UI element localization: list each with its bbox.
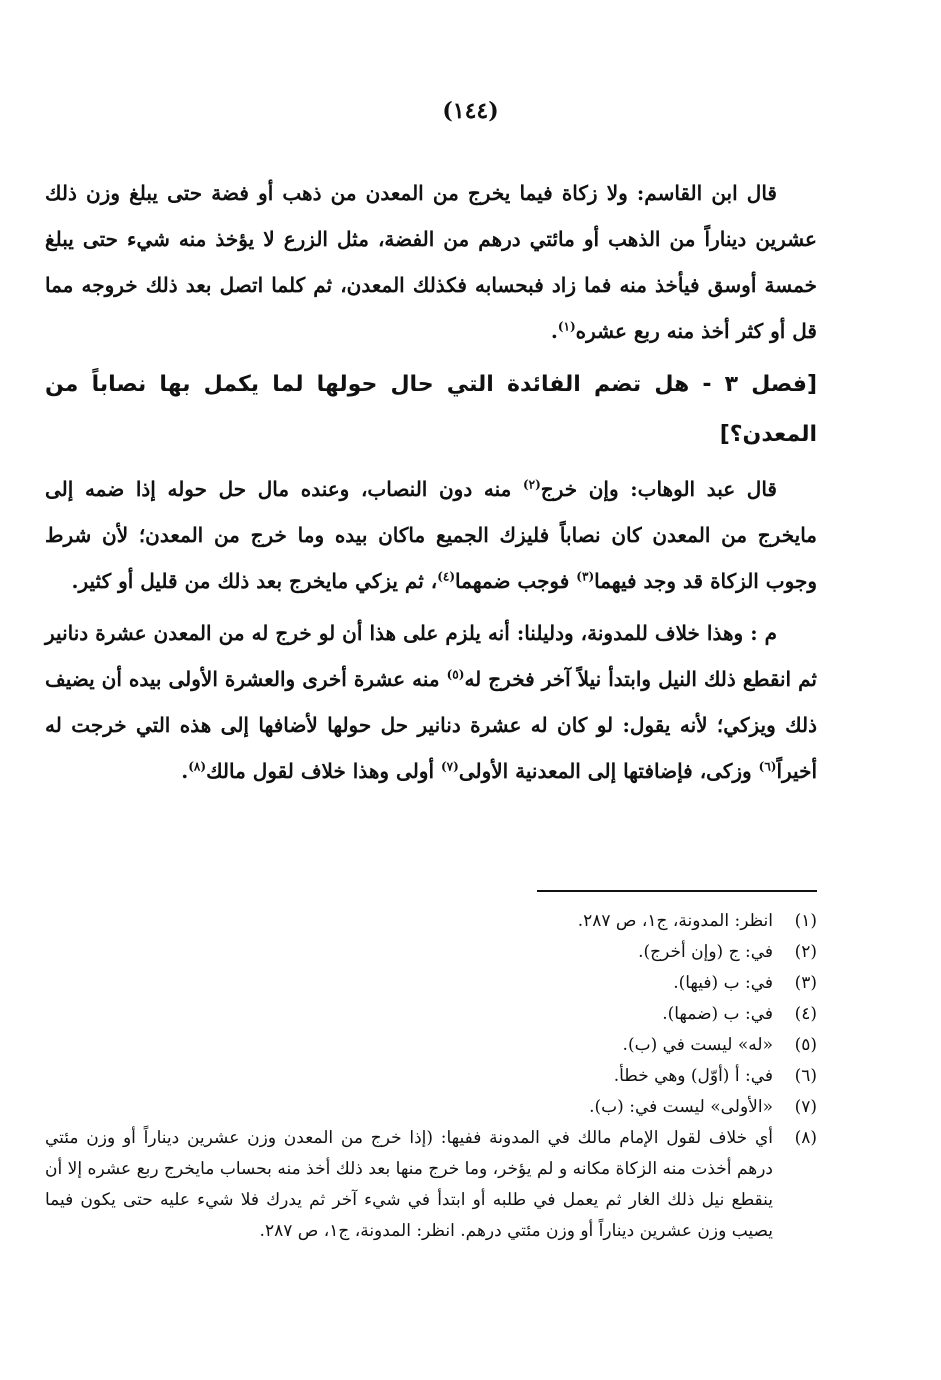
paragraph-text: وزكى، فإضافتها إلى المعدنية الأولى xyxy=(458,759,759,783)
main-text xyxy=(45,170,817,800)
footnote-text: في: ج (وإن أخرج). xyxy=(638,942,773,962)
footnote xyxy=(45,906,817,937)
footnote-ref: (٨) xyxy=(188,759,207,774)
footnote xyxy=(45,999,817,1030)
paragraph-abd-al-wahhab xyxy=(45,466,817,604)
footnote-ref: (٢) xyxy=(522,477,541,492)
paragraph-text: م : وهذا خلاف للمدونة، ودليلنا: أنه يلزم على هذا أن لو خرج له من المعدن عشرة دنانير ثم انقطع ذلك النيل وابتدأ نيلاً آخر فخرج له xyxy=(45,621,817,691)
footnotes xyxy=(45,906,817,1247)
paragraph-commentary xyxy=(45,610,817,794)
paragraph-text: قال ابن القاسم: ولا زكاة فيما يخرج من المعدن من ذهب أو فضة حتى يبلغ وزن ذلك عشرين ديناراً من الذهب أو مائتي درهم من الفضة، مثل الزرع لا يؤخذ منه شيء حتى يبلغ خمسة أوسق فيأخذ منه فما زاد فبحسابه فكذلك المعدن، ثم كلما اتصل بعد ذلك خروجه مما قل أو كثر أخذ منه ربع عشره xyxy=(45,181,817,343)
footnote-number: (٢) xyxy=(794,942,817,962)
footnote-number: (٦) xyxy=(794,1066,817,1086)
footnote-ref: (٦) xyxy=(758,759,777,774)
footnote-divider xyxy=(537,890,817,892)
paragraph-end: . xyxy=(181,759,189,783)
footnote xyxy=(45,1061,817,1092)
footnote xyxy=(45,937,817,968)
paragraph-text: منه دون النصاب، وعنده مال حل حوله إذا ضمه إلى مايخرج من المعدن كان نصاباً فليزك الجميع ماكان بيده وما خرج من المعدن؛ لأن شرط وجوب الزكاة قد وجد فيهما xyxy=(45,477,817,593)
footnote-text: في: ب (ضمها). xyxy=(662,1004,773,1024)
footnote xyxy=(45,1092,817,1123)
footnote-text: انظر: المدونة، ج١، ص ٢٨٧. xyxy=(577,911,773,931)
footnote-number: (٧) xyxy=(794,1097,817,1117)
footnote xyxy=(45,1123,817,1247)
footnote-number: (١) xyxy=(794,911,817,931)
paragraph-text: فوجب ضمهما xyxy=(455,569,577,593)
footnote-text: في: ب (فيها). xyxy=(673,973,773,993)
footnote-ref: (٤) xyxy=(437,569,456,584)
footnote-number: (٨) xyxy=(794,1128,817,1148)
footnote-ref: (٥) xyxy=(446,667,465,682)
paragraph-text: منه عشرة أخرى والعشرة الأولى بيده أن يضيف ذلك ويزكي؛ لأنه يقول: لو كان له عشرة دنانير حل حولها لأضافها إلى هذه التي خرجت له أخيراً xyxy=(45,667,817,783)
paragraph-text: قال عبد الوهاب: وإن خرج xyxy=(540,477,777,501)
footnote-number: (٥) xyxy=(794,1035,817,1055)
paragraph-text: ، ثم يزكي مايخرج بعد ذلك من قليل أو كثير. xyxy=(71,569,438,593)
paragraph-ibn-al-qasim xyxy=(45,170,817,354)
footnote-ref: (١) xyxy=(557,319,576,334)
footnote-text: «له» ليست في (ب). xyxy=(622,1035,773,1055)
page-number: (١٤٤) xyxy=(442,98,499,124)
paragraph-text: أولى وهذا خلاف لقول مالك xyxy=(206,759,441,783)
footnote-text: في: أ (أوّل) وهي خطأ. xyxy=(613,1066,773,1086)
footnote-text: أي خلاف لقول الإمام مالك في المدونة ففيها: (إذا خرج من المعدن وزن عشرين ديناراً أو وزن مئتي درهم أخذت منه الزكاة مكانه و لم يؤخر، وما خرج منها بعد ذلك أخذ منه بحساب مايخرج ربع عشره إلا أن ينقطع نيل ذلك الغار ثم يعمل في طلبه أو ابتدأ في شيء آخر ثم يدرك فلا شيء عليه حتى يكون فيما يصيب وزن عشرين ديناراً أو وزن مئتي درهم. انظر: المدونة، ج١، ص ٢٨٧. xyxy=(45,1128,773,1241)
footnote-ref: (٣) xyxy=(576,569,595,584)
section-heading: [فصل ٣ - هل تضم الفائدة التي حال حولها لما يكمل بها نصاباً من المعدن؟] xyxy=(45,372,817,447)
footnote-text: «الأولى» ليست في: (ب). xyxy=(589,1097,773,1117)
footnote-number: (٣) xyxy=(794,973,817,993)
paragraph-end: . xyxy=(550,319,558,343)
footnote xyxy=(45,1030,817,1061)
footnote xyxy=(45,968,817,999)
footnote-ref: (٧) xyxy=(440,759,459,774)
footnote-number: (٤) xyxy=(794,1004,817,1024)
